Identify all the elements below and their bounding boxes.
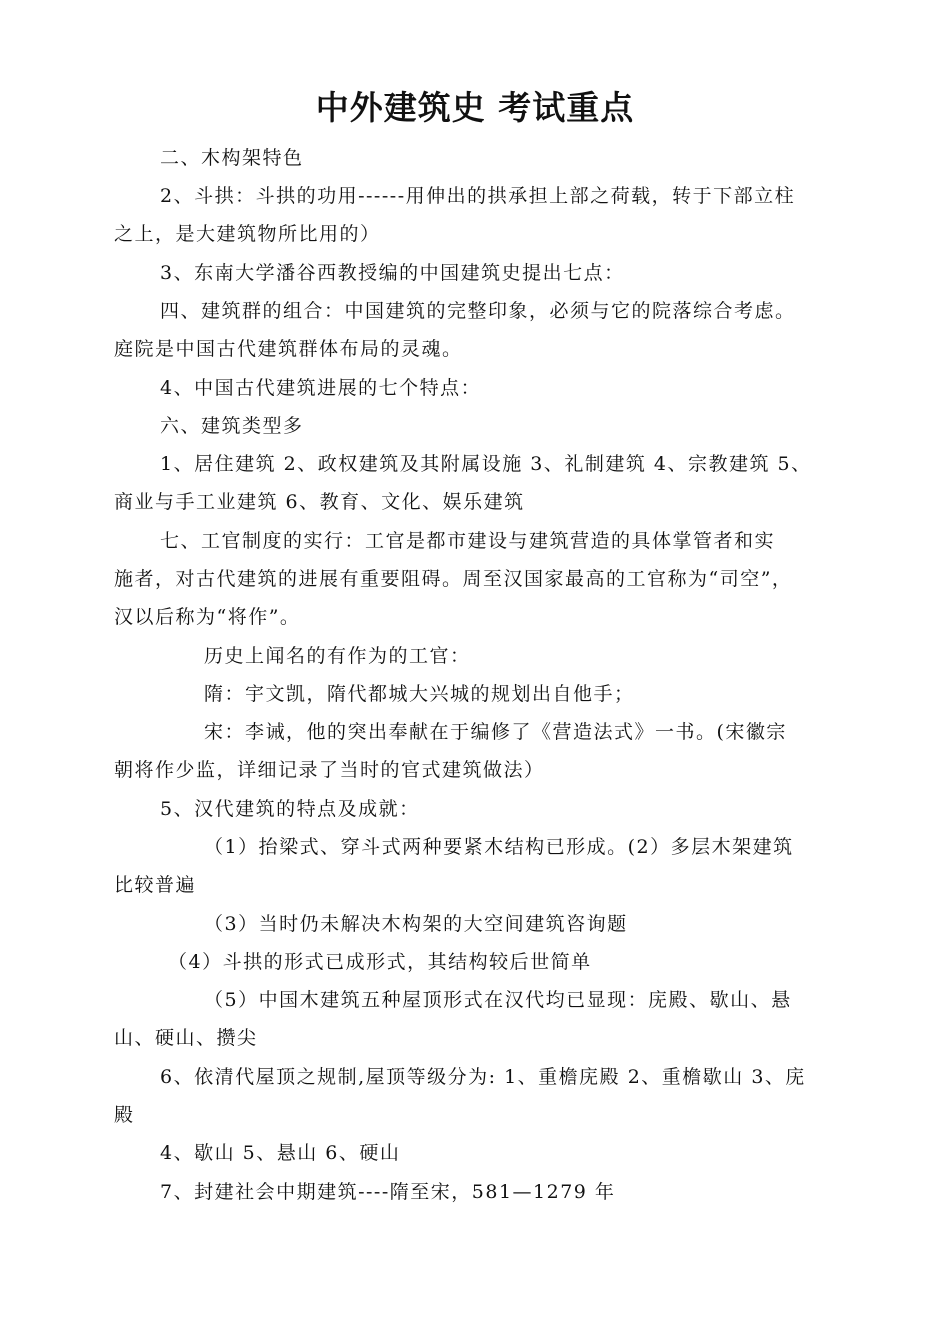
text-line: 之上，是大建筑物所比用的）	[114, 223, 381, 245]
text-line: 6、依清代屋顶之规制,屋顶等级分为: 1、重檐庑殿 2、重檐歇山 3、庑	[160, 1066, 806, 1088]
text-line: 四、建筑群的组合：中国建筑的完整印象，必须与它的院落综合考虑。	[160, 300, 796, 322]
text-line: 宋：李诫，他的突出奉献在于编修了《营造法式》一书。(宋徽宗	[204, 721, 787, 743]
text-line: 4、中国古代建筑进展的七个特点：	[160, 377, 482, 399]
text-line: 2、斗拱：斗拱的功用------用伸出的拱承担上部之荷载，转于下部立柱	[160, 185, 796, 207]
text-line: 历史上闻名的有作为的工官：	[204, 645, 471, 667]
text-line: 朝将作少监，详细记录了当时的官式建筑做法）	[114, 759, 545, 781]
text-line: 5、汉代建筑的特点及成就：	[160, 798, 420, 820]
text-line: 六、建筑类型多	[160, 415, 304, 437]
text-line: 施者，对古代建筑的进展有重要阻碍。周至汉国家最高的工官称为“司空”，	[114, 568, 793, 590]
text-line: （1）抬梁式、穿斗式两种要紧木结构已形成。(2）多层木架建筑	[204, 836, 794, 858]
text-line: 1、居住建筑 2、政权建筑及其附属设施 3、礼制建筑 4、宗教建筑 5、	[160, 453, 812, 475]
text-line: 3、东南大学潘谷西教授编的中国建筑史提出七点：	[160, 262, 625, 284]
text-line: 山、硬山、攒尖	[114, 1027, 258, 1049]
text-line: （5）中国木建筑五种屋顶形式在汉代均已显现：庑殿、歇山、悬	[204, 989, 792, 1011]
text-line: 殿	[114, 1104, 135, 1126]
text-line: 七、工官制度的实行：工官是都市建设与建筑营造的具体掌管者和实	[160, 530, 776, 552]
text-line: 隋：宇文凯，隋代都城大兴城的规划出自他手；	[204, 683, 635, 705]
text-line: 4、歇山 5、悬山 6、硬山	[160, 1142, 401, 1164]
text-line: （4）斗拱的形式已成形式，其结构较后世简单	[168, 951, 592, 973]
text-line: 7、封建社会中期建筑----隋至宋，581—1279 年	[160, 1181, 616, 1203]
text-line: 比较普遍	[114, 874, 197, 896]
text-line: 二、木构架特色	[160, 147, 304, 169]
text-line: 汉以后称为“将作”。	[114, 606, 301, 628]
text-line: 商业与手工业建筑 6、教育、文化、娱乐建筑	[114, 491, 525, 513]
text-line: （3）当时仍未解决木构架的大空间建筑咨询题	[204, 913, 628, 935]
text-line: 庭院是中国古代建筑群体布局的灵魂。	[114, 338, 463, 360]
page-title: 中外建筑史 考试重点	[315, 88, 635, 127]
